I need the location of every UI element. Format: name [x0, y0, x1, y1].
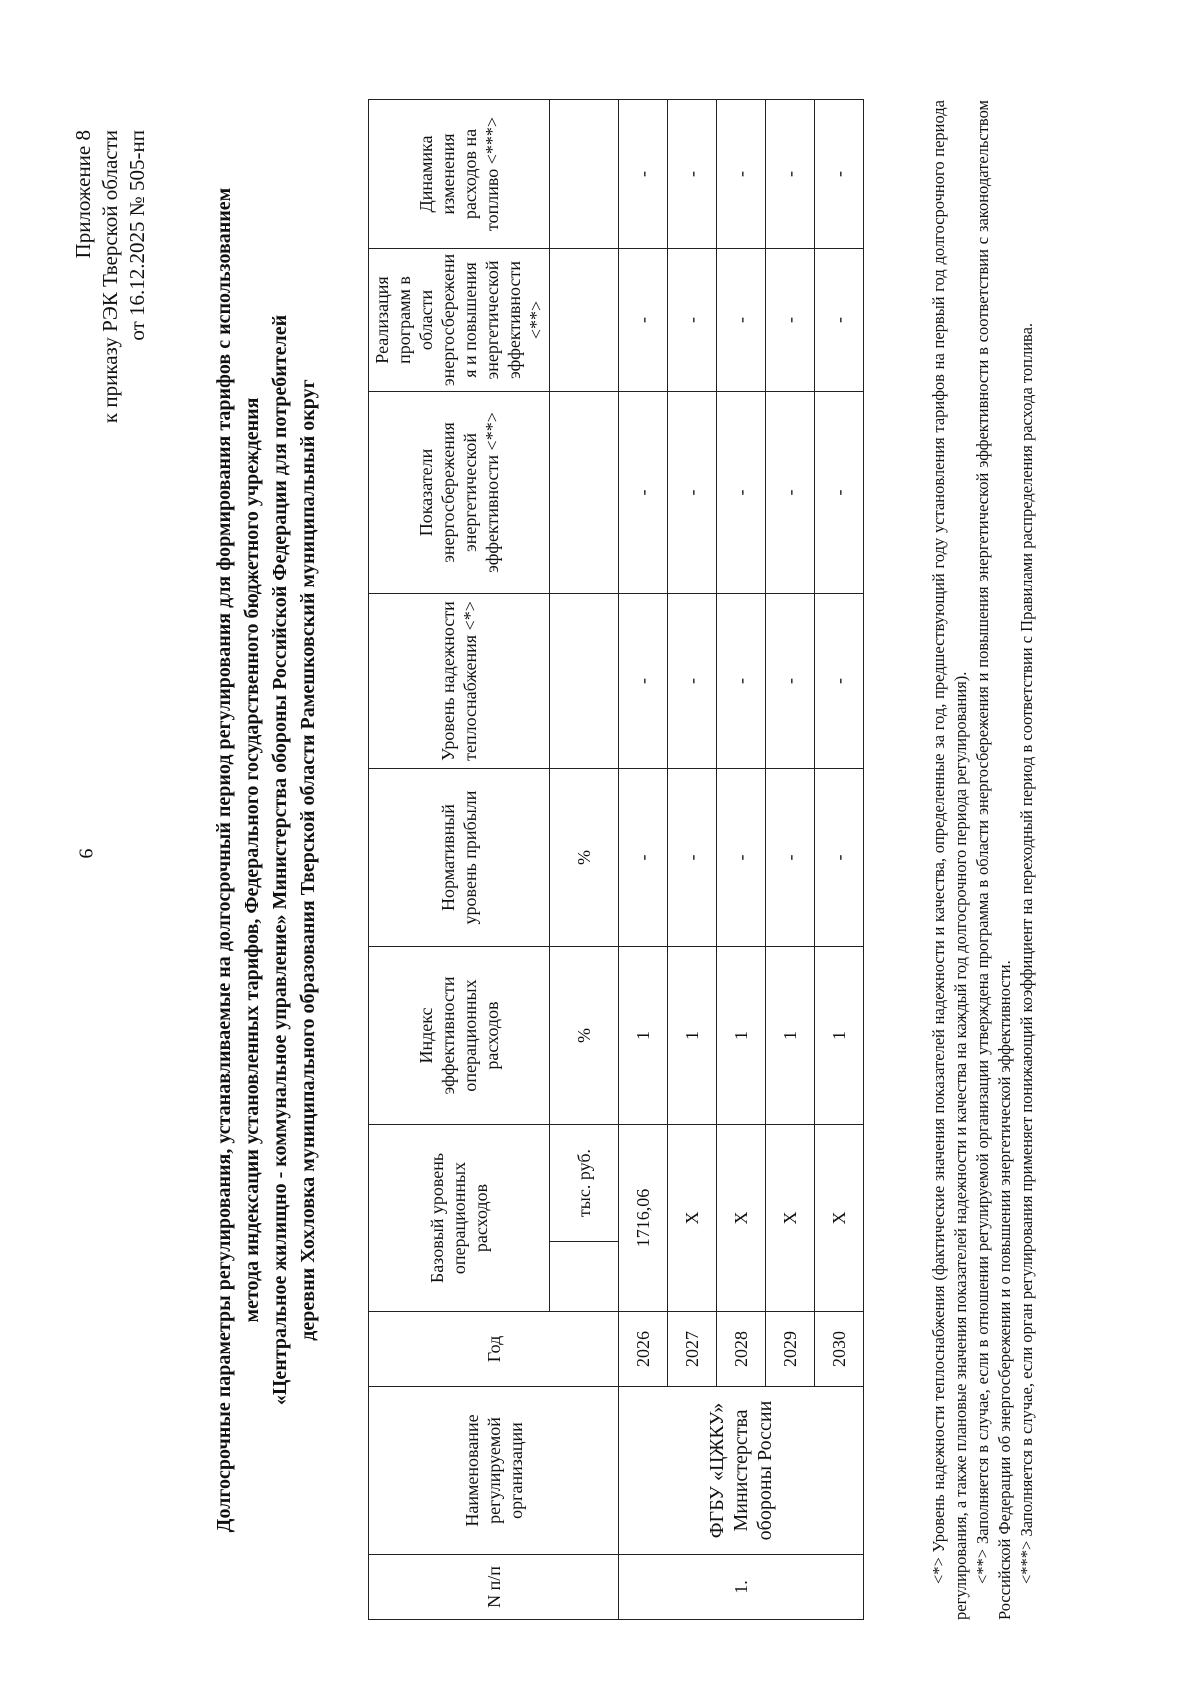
footnotes [928, 100, 1038, 1620]
header-fuel: Динамика изменения расходов на топливо <***> [369, 100, 550, 249]
unit-empty [550, 392, 619, 594]
cell-profit: - [619, 769, 668, 947]
cell-base: X [815, 1125, 864, 1312]
cell-base: X [766, 1125, 815, 1312]
cell-programs: - [619, 249, 668, 392]
cell-fuel: - [668, 100, 717, 249]
cell-index: 1 [668, 947, 717, 1125]
cell-base: 1716,06 [619, 1125, 668, 1312]
cell-energy: - [766, 392, 815, 594]
cell-year: 2029 [766, 1312, 815, 1387]
cell-energy: - [668, 392, 717, 594]
title-line-3: «Центральное жилищно - коммунальное управление» Министерства обороны Российской Федерации для потребителей [269, 314, 291, 1406]
title-line-2: метода индексации установленных тарифов, Федерального государственного бюджетного учреждения [241, 397, 263, 1323]
cell-fuel: - [619, 100, 668, 249]
cell-profit: - [668, 769, 717, 947]
cell-fuel: - [815, 100, 864, 249]
cell-base: X [717, 1125, 766, 1312]
header-base: Базовый уровень операционных расходов [369, 1125, 550, 1312]
cell-base: X [668, 1125, 717, 1312]
cell-programs: - [766, 249, 815, 392]
org-number: 1. [619, 1555, 864, 1620]
cell-profit: - [717, 769, 766, 947]
unit-empty [550, 100, 619, 249]
footnote-3: <***> Заполняется в случае, если орган регулирования применяет понижающий коэффициент на переходный период в соответствии с Правилами распределения расхода топлива. [1017, 322, 1036, 1584]
page-number: 9 [74, 848, 97, 859]
cell-index: 1 [717, 947, 766, 1125]
table-header-row [369, 100, 550, 1620]
cell-programs: - [815, 249, 864, 392]
footnote-2: <**> Заполняется в случае, если в отношении регулируемой организации утверждена программа в области энергосбережения и повышения энергетической эффективности в соответствии с законодательством Российской Федерации об энергосбережении и о повышении энергетической эффективности. [973, 100, 1014, 1620]
cell-reliability: - [668, 594, 717, 769]
unit-empty [550, 249, 619, 392]
document-title [210, 80, 322, 1640]
org-name: ФГБУ «ЦЖКУ» Министерства обороны России [619, 1387, 864, 1555]
cell-year: 2028 [717, 1312, 766, 1387]
header-programs: Реализация программ в области энергосбережени я и повышения энергетической эффективности <**> [369, 249, 550, 392]
cell-year: 2030 [815, 1312, 864, 1387]
header-org: Наименование регулируемой организации [369, 1387, 619, 1555]
cell-profit: - [766, 769, 815, 947]
unit-empty [550, 594, 619, 769]
header-num: N п/п [369, 1555, 619, 1620]
cell-index: 1 [619, 947, 668, 1125]
table-row [619, 100, 668, 1620]
cell-reliability: - [717, 594, 766, 769]
cell-programs: - [668, 249, 717, 392]
unit-base: тыс. руб. [550, 1125, 619, 1242]
header-index: Индекс эффективности операционных расходов [369, 947, 550, 1125]
cell-index: 1 [766, 947, 815, 1125]
header-year: Год [369, 1312, 619, 1387]
unit-base-empty [550, 1242, 619, 1312]
unit-profit: % [550, 769, 619, 947]
header-energy-indicators: Показатели энергосбережения энергетической эффективности <**> [369, 392, 550, 594]
cell-programs: - [717, 249, 766, 392]
unit-index: % [550, 947, 619, 1125]
cell-profit: - [815, 769, 864, 947]
footnote-1: <*> Уровень надежности теплоснабжения (фактические значения показателей надежности и качества, определенные за год, предшествующий году установления тарифов на первый год долгосрочного периода регулирования, а также плановые значения показателей надежности и качества на каждый год долгосрочного периода регулирования). [929, 100, 970, 1620]
cell-reliability: - [619, 594, 668, 769]
cell-reliability: - [766, 594, 815, 769]
cell-year: 2026 [619, 1312, 668, 1387]
cell-index: 1 [815, 947, 864, 1125]
appendix-header [70, 130, 151, 423]
title-line-1: Долгосрочные параметры регулирования, устанавливаемые на долгосрочный период регулирования для формирования тарифов с использованием [213, 187, 235, 1533]
title-line-4: деревни Хохловка муниципального образования Тверской области Рамешковский муниципальный округ [297, 379, 319, 1341]
cell-energy: - [717, 392, 766, 594]
parameters-table [368, 99, 864, 1620]
rotated-content [60, 60, 1190, 1660]
cell-energy: - [619, 392, 668, 594]
appendix-line-3: от 16.12.2025 № 505-нп [125, 130, 149, 341]
header-profit: Нормативный уровень прибыли [369, 769, 550, 947]
cell-energy: - [815, 392, 864, 594]
appendix-line-2: к приказу РЭК Тверской области [98, 130, 122, 424]
cell-fuel: - [766, 100, 815, 249]
appendix-line-1: Приложение 8 [71, 130, 95, 259]
cell-year: 2027 [668, 1312, 717, 1387]
cell-reliability: - [815, 594, 864, 769]
cell-fuel: - [717, 100, 766, 249]
header-reliability: Уровень надежности теплоснабжения <*> [369, 594, 550, 769]
